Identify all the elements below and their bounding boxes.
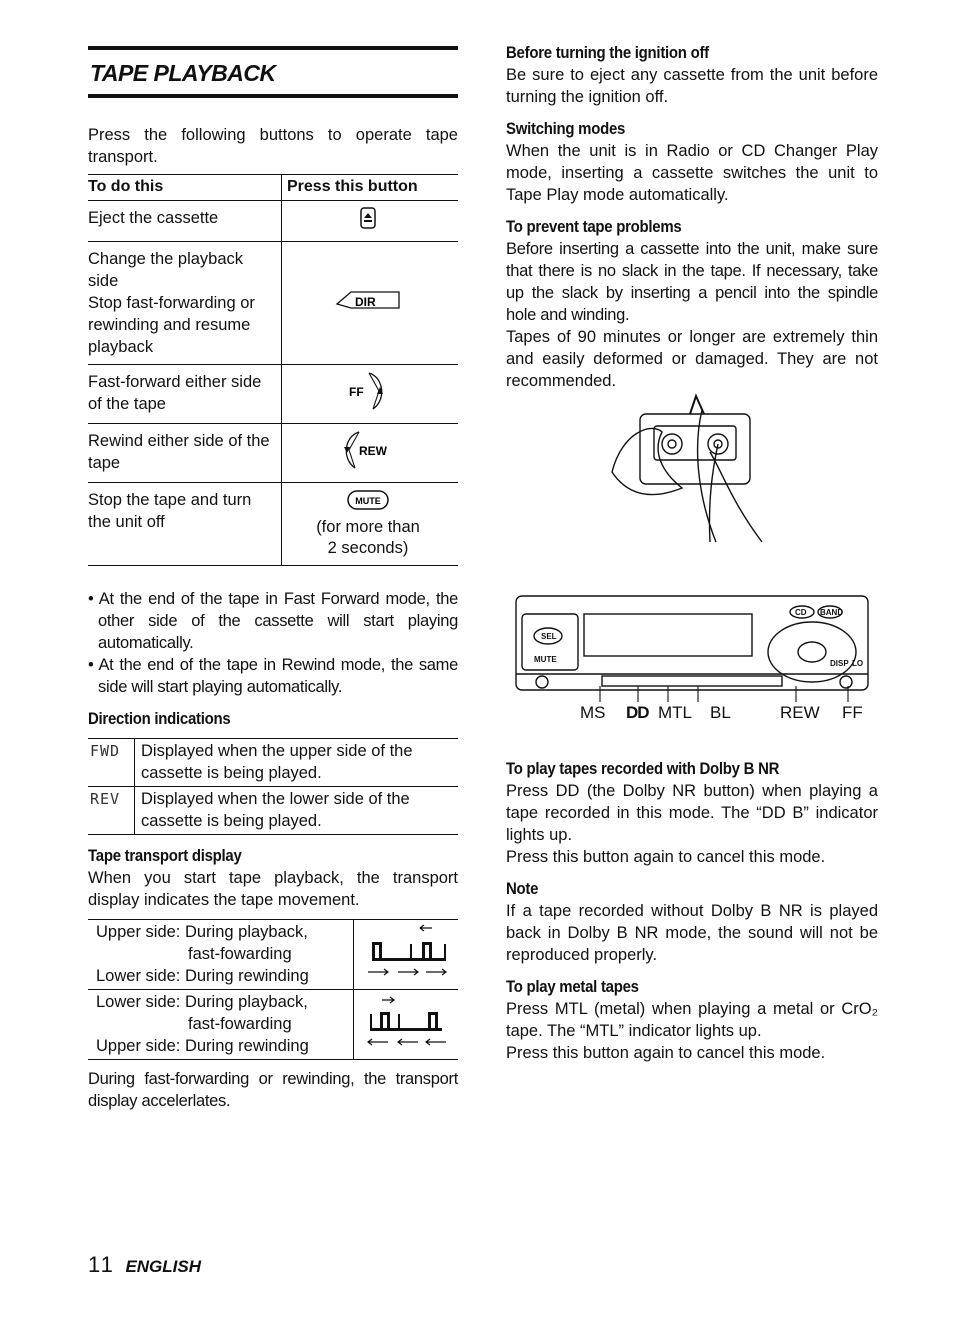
transport-line: Upper side: During playback,: [96, 923, 308, 941]
mute-note: (for more than: [316, 518, 420, 536]
cassette-winding-illustration: [592, 392, 792, 552]
bullet-text: At the end of the tape in Fast Forward mode, the other side of the cassette will start playing automatically.: [98, 590, 458, 652]
panel-mute-label: MUTE: [534, 655, 557, 664]
right-column: [506, 42, 878, 1064]
panel-label-rew: REW: [780, 703, 820, 722]
transport-glyph-cell: [354, 920, 459, 990]
page-number: 11: [88, 1252, 115, 1277]
ignition-heading: Before turning the ignition off: [506, 43, 709, 62]
mute-note-2: 2 seconds): [327, 539, 409, 557]
ops-header-row: [88, 175, 458, 201]
panel-label-bl: BL: [710, 703, 731, 722]
panel-sel-label: SEL: [541, 632, 557, 641]
page-title: TAPE PLAYBACK: [90, 60, 276, 86]
table-row: [88, 920, 458, 990]
direction-code: FWD: [88, 739, 135, 787]
transport-desc: [88, 990, 354, 1060]
table-row: [88, 483, 458, 566]
panel-label-mtl: MTL: [658, 703, 692, 722]
table-row: [88, 201, 458, 242]
ops-action: Rewind either side of the tape: [88, 424, 282, 483]
transport-line: Lower side: During rewinding: [96, 967, 309, 985]
note-heading: Note: [506, 879, 539, 898]
ff-label: FF: [349, 385, 364, 399]
rew-label: REW: [359, 444, 387, 458]
transport-line: fast-fowarding: [188, 945, 292, 963]
left-column: [88, 46, 458, 1112]
eject-button-icon: [360, 207, 376, 229]
switching-heading: Switching modes: [506, 119, 626, 138]
ops-action: Change the playback side Stop fast-forwarding or rewinding and resume playback: [88, 242, 282, 365]
panel-labels: [506, 702, 878, 726]
transport-line: Lower side: During playback,: [96, 993, 308, 1011]
metal-text-2: Press this button again to cancel this mode.: [506, 1044, 826, 1062]
note-text: If a tape recorded without Dolby B NR is played back in Dolby B NR mode, the sound will not be reproduced properly.: [506, 902, 878, 964]
transport-after-text: During fast-forwarding or rewinding, the transport display accelerlates.: [88, 1070, 458, 1110]
list-item: • At the end of the tape in Rewind mode, the same side will start playing automatically.: [88, 656, 458, 696]
panel-cd-label: CD: [795, 608, 807, 617]
transport-glyph-cell: [354, 990, 459, 1060]
panel-disp-label: DISP: [830, 659, 849, 668]
ops-button-cell: [282, 365, 459, 424]
table-row: [88, 424, 458, 483]
dolby-text: Press DD (the Dolby NR button) when playing a tape recorded in this mode. The “DD B” indicator lights up.: [506, 782, 878, 844]
mute-label: MUTE: [355, 496, 381, 506]
metal-text: Press MTL (metal) when playing a metal or CrO₂ tape. The “MTL” indicator lights up.: [506, 1000, 878, 1040]
prevent-heading: To prevent tape problems: [506, 217, 682, 236]
dolby-heading: To play tapes recorded with Dolby B NR: [506, 759, 780, 778]
page-language: ENGLISH: [125, 1257, 201, 1276]
transport-table: [88, 919, 458, 1060]
ignition-text: Be sure to eject any cassette from the unit before turning the ignition off.: [506, 66, 878, 106]
dir-button-icon: [333, 286, 403, 314]
transport-reverse-display-icon: [358, 992, 454, 1052]
page-footer: [88, 1254, 201, 1278]
intro-text: Press the following buttons to operate tape transport.: [88, 126, 458, 166]
bullet-text: At the end of the tape in Rewind mode, the same side will start playing automatically.: [98, 656, 458, 696]
ops-action: Eject the cassette: [88, 201, 282, 242]
operations-table: [88, 174, 458, 566]
table-row: [88, 739, 458, 787]
transport-desc: [88, 920, 354, 990]
prevent-text-2: Tapes of 90 minutes or longer are extremely thin and easily deformed or damaged. They are not recommended.: [506, 328, 878, 390]
title-rule-top: [88, 46, 458, 50]
switching-text: When the unit is in Radio or CD Changer Play mode, inserting a cassette switches the unit to Tape Play mode automatically.: [506, 142, 878, 204]
transport-heading: Tape transport display: [88, 846, 242, 865]
transport-text: When you start tape playback, the transport display indicates the tape movement.: [88, 869, 458, 909]
mute-button-icon: [346, 489, 390, 511]
metal-heading: To play metal tapes: [506, 977, 639, 996]
panel-lo-label: LO: [852, 659, 864, 668]
head-unit-panel-illustration: [512, 592, 872, 702]
direction-desc: Displayed when the lower side of the cassette is being played.: [135, 787, 459, 835]
ff-button-icon: [343, 371, 393, 411]
ops-header-button: Press this button: [282, 175, 459, 201]
direction-desc: Displayed when the upper side of the cassette is being played.: [135, 739, 459, 787]
ops-button-cell: [282, 201, 459, 242]
rew-button-icon: [337, 430, 399, 470]
ops-button-cell: [282, 424, 459, 483]
panel-label-ff: FF: [842, 703, 863, 722]
ops-button-cell: [282, 242, 459, 365]
ops-action: Stop the tape and turn the unit off: [88, 483, 282, 566]
list-item: • At the end of the tape in Fast Forward mode, the other side of the cassette will start playing automatically.: [88, 590, 458, 652]
ops-button-cell: [282, 483, 459, 566]
ops-header-action: To do this: [88, 175, 282, 201]
dir-label: DIR: [355, 295, 376, 309]
table-row: [88, 787, 458, 835]
panel-label-dolby: DD: [626, 703, 649, 722]
transport-forward-display-icon: [358, 922, 454, 982]
dolby-text-2: Press this button again to cancel this mode.: [506, 848, 826, 866]
ops-action: Fast-forward either side of the tape: [88, 365, 282, 424]
panel-band-label: BAND: [820, 608, 844, 617]
prevent-text: Before inserting a cassette into the unit, make sure that there is no slack in the tape. If necessary, take up the slack by inserting a pencil into the spindle hole and winding.: [506, 240, 878, 324]
panel-label-ms: MS: [580, 703, 606, 722]
transport-line: Upper side: During rewinding: [96, 1037, 309, 1055]
direction-table: [88, 738, 458, 835]
transport-line: fast-fowarding: [188, 1015, 292, 1033]
bullet-list: [88, 588, 458, 698]
table-row: [88, 242, 458, 365]
table-row: [88, 990, 458, 1060]
table-row: [88, 365, 458, 424]
direction-code: REV: [88, 787, 135, 835]
direction-heading: Direction indications: [88, 709, 231, 728]
